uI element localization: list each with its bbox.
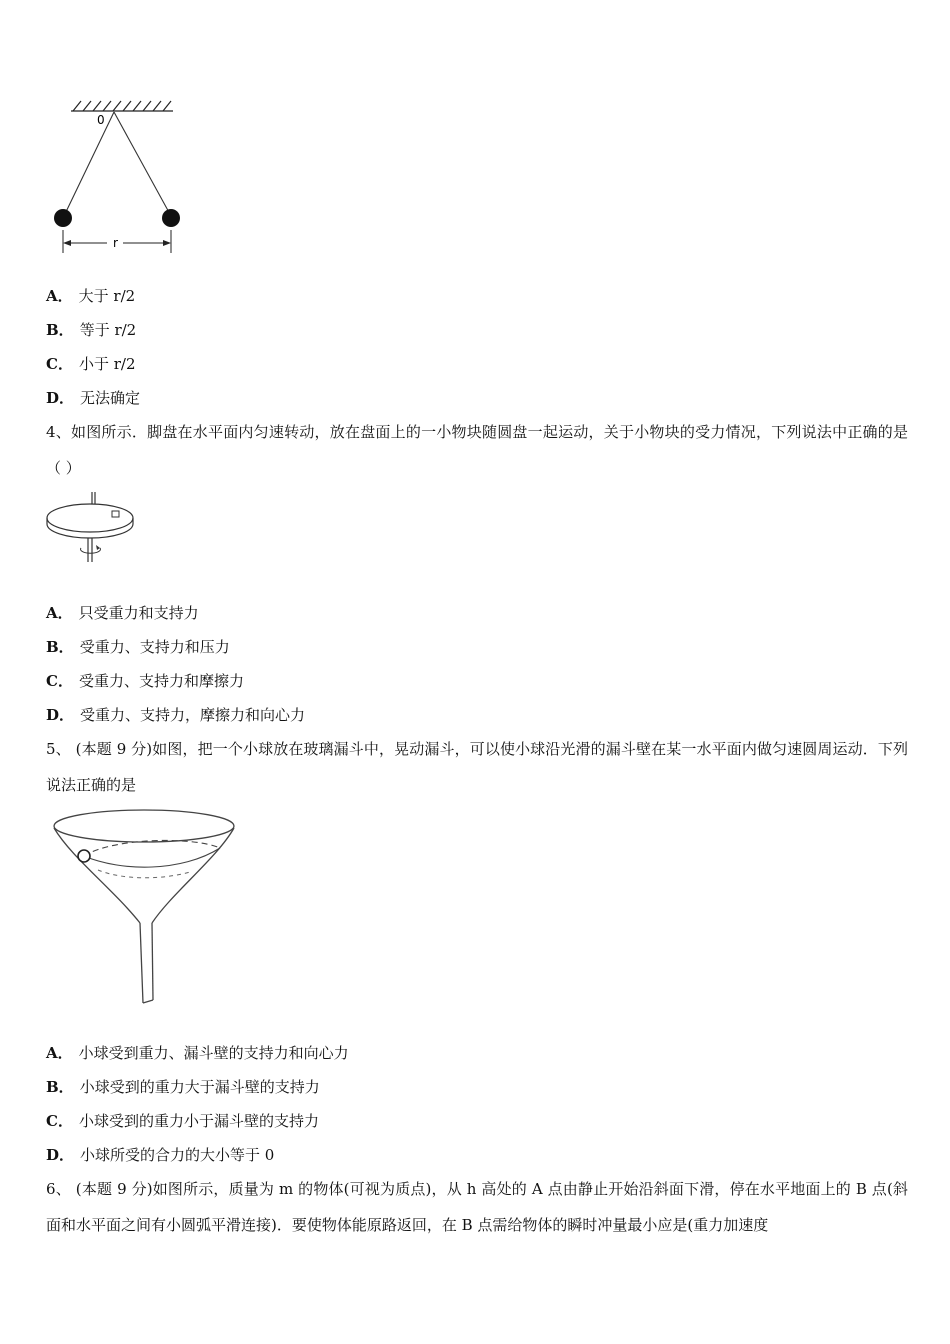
q4-option-b xyxy=(46,637,230,657)
stem-left xyxy=(140,923,143,1003)
q4-stem: 4、如图所示．脚盘在水平面内匀速转动，放在盘面上的一小物块随圆盘一起运动，关于小物块的受力情况，下列说法中正确的是（ ） xyxy=(46,423,908,477)
q5-stem: 5、 (本题 9 分)如图，把一个小球放在玻璃漏斗中，晃动漏斗，可以使小球沿光滑的漏斗壁在某一水平面内做匀速圆周运动．下列说法正确的是 xyxy=(46,740,908,794)
q4-option-c xyxy=(46,671,244,691)
q5-option-c xyxy=(46,1111,319,1131)
option-letter: C． xyxy=(46,355,73,373)
option-letter: B． xyxy=(46,1078,74,1096)
option-text: 小球所受的合力的大小等于 0 xyxy=(80,1146,275,1164)
inner-shade xyxy=(98,870,190,878)
q6-stem: 6、 (本题 9 分)如图所示，质量为 m 的物体(可视为质点)，从 h 高处的 A 点由静止开始沿斜面下滑，停在水平地面上的 B 点(斜面和水平面之间有小圆弧平滑连接)．要使物体能原路返回，在 B 点需给物体的瞬时冲量最小应是(重力加速度 xyxy=(46,1180,908,1234)
option-letter: C． xyxy=(46,1112,73,1130)
q3-option-d xyxy=(46,388,140,408)
option-text: 大于 r/2 xyxy=(78,287,136,305)
option-letter: A． xyxy=(46,1044,73,1062)
option-letter: D． xyxy=(46,389,75,407)
q3-option-b xyxy=(46,320,136,340)
option-text: 只受重力和支持力 xyxy=(78,604,199,622)
q4-option-a xyxy=(46,603,199,623)
option-text: 小球受到的重力小于漏斗壁的支持力 xyxy=(78,1112,319,1130)
left-ball xyxy=(54,209,72,227)
ball-orbit xyxy=(84,840,220,856)
funnel-rim xyxy=(54,810,234,842)
left-string xyxy=(64,112,114,216)
option-letter: A． xyxy=(46,604,73,622)
q5-option-a xyxy=(46,1043,349,1063)
option-text: 小于 r/2 xyxy=(78,355,136,373)
right-string xyxy=(114,112,171,216)
ceiling-hatch xyxy=(71,101,173,111)
option-text: 等于 r/2 xyxy=(79,321,137,339)
option-text: 无法确定 xyxy=(80,389,141,407)
distance-label: r xyxy=(113,236,118,250)
q3-option-c xyxy=(46,354,136,374)
option-letter: D． xyxy=(46,706,75,724)
pendulum-figure xyxy=(55,95,195,255)
q3-option-a xyxy=(46,286,135,306)
q5-option-d xyxy=(46,1145,274,1165)
option-text: 小球受到的重力大于漏斗壁的支持力 xyxy=(79,1078,320,1096)
option-text: 小球受到重力、漏斗壁的支持力和向心力 xyxy=(78,1044,349,1062)
q4-option-d xyxy=(46,705,305,725)
stem-right xyxy=(152,923,153,1000)
option-letter: B． xyxy=(46,321,74,339)
ball xyxy=(78,850,90,862)
option-letter: D． xyxy=(46,1146,75,1164)
q5-option-b xyxy=(46,1077,320,1097)
right-ball xyxy=(162,209,180,227)
turntable-figure xyxy=(45,490,145,570)
small-block xyxy=(112,511,119,517)
option-letter: A． xyxy=(46,287,73,305)
disk-top xyxy=(47,504,133,532)
option-letter: C． xyxy=(46,672,73,690)
pivot-label: 0 xyxy=(97,113,105,127)
option-letter: B． xyxy=(46,638,74,656)
funnel-figure xyxy=(52,808,242,1008)
option-text: 受重力、支持力和压力 xyxy=(79,638,230,656)
option-text: 受重力、支持力和摩擦力 xyxy=(78,672,244,690)
option-text: 受重力、支持力，摩擦力和向心力 xyxy=(80,706,306,724)
